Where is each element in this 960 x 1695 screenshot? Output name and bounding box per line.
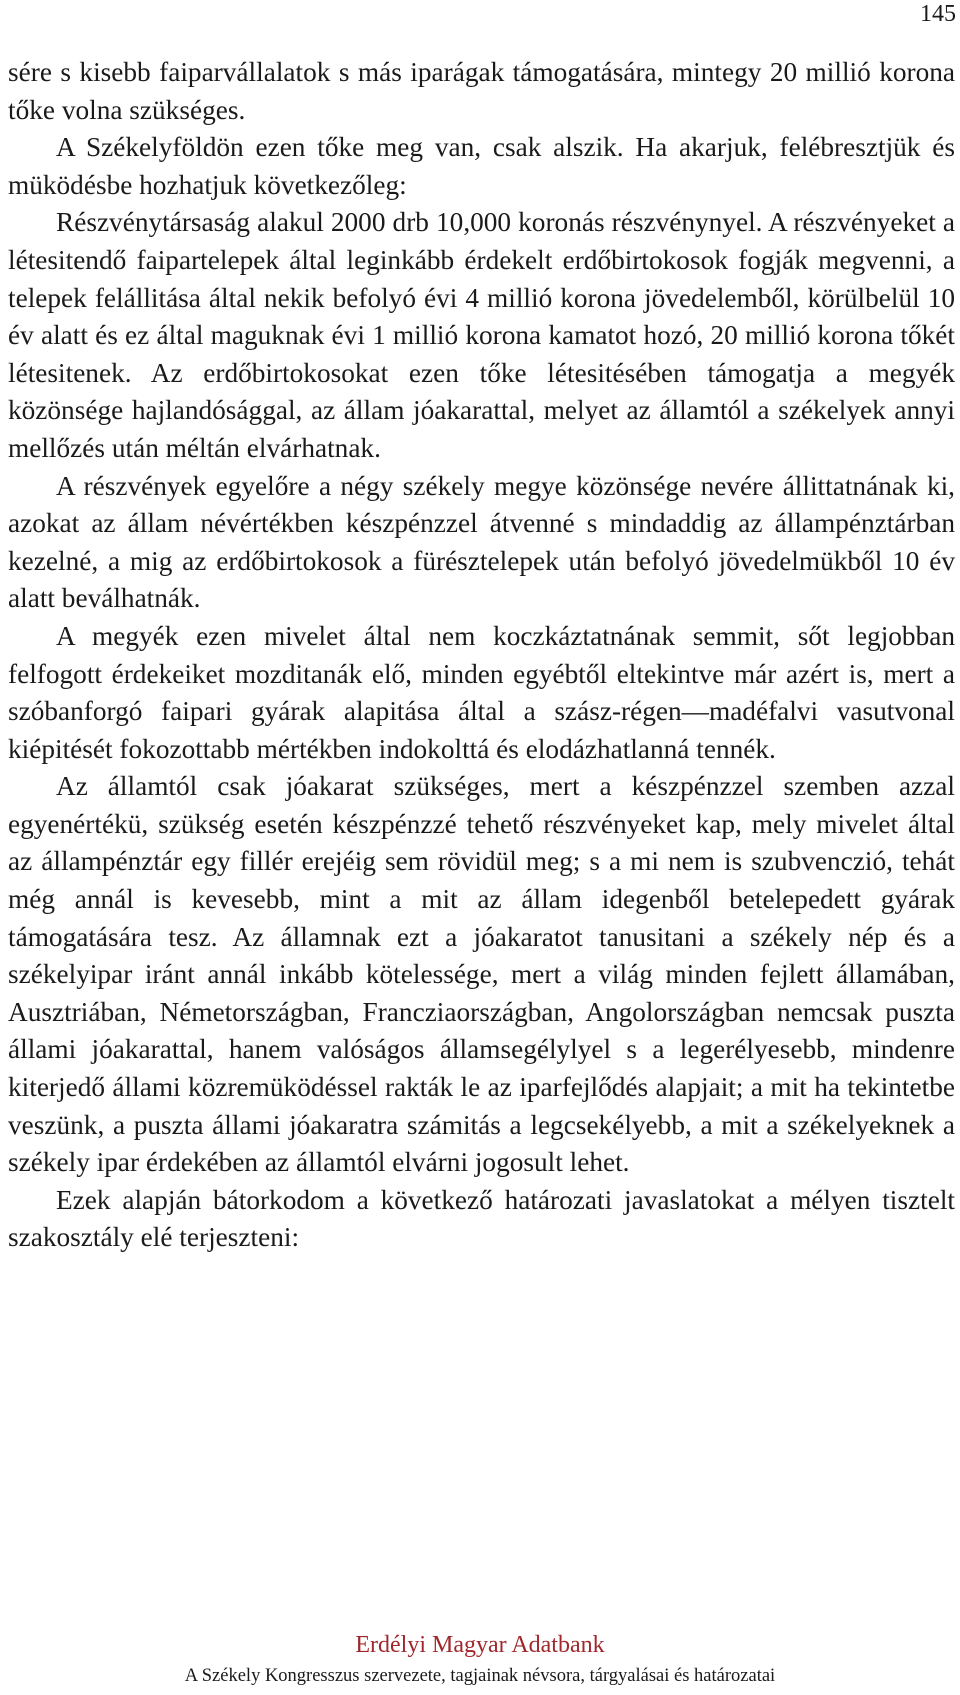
paragraph-6: Az államtól csak jóakarat szükséges, mert a készpénzzel szemben azzal egyenértékü, szükség esetén készpénzzé tehető részvényeket kap, mely mivelet által az állampénztár egy fillér erejéig sem rövidül meg; s a mi nem is szubvenczió, tehát még annál is kevesebb, mint a mit az állam idegenből betelepedett gyárak támogatására tesz. Az államnak ezt a jóakaratot tanusitani a székely nép és a székelyipar iránt annál inkább kötelessége, mert a világ minden fejlett államában, Ausztriában, Németországban, Francziaországban, Angolországban nemcsak puszta állami jóakarattal, hanem valóságos államsegélylyel s a legerélyesebb, mindenre kiterjedő állami közremüködéssel rakták le az iparfejlődés alapjait; a mit ha tekintetbe veszünk, a puszta állami jóakaratra számitás a legcsekélyebb, a mit a székelyeknek a székely ipar érdekében az államtól elvárni jogosult lehet. — [8, 771, 955, 1178]
paragraph-5: A megyék ezen mivelet által nem koczkáztatnának semmit, sőt legjobban felfogott érdekeiket mozditanák elő, minden egyébtől eltekintve már azért is, mert a szóbanforgó faipari gyárak alapitása által a szász-régen—madéfalvi vasutvonal kiépitését fokozottabb mértékben indokolttá és elodázhatlanná tennék. — [8, 620, 955, 764]
page-number: 145 — [920, 1, 956, 27]
paragraph-4: A részvények egyelőre a négy székely megye közönsége nevére állittatnának ki, azokat az állam névértékben készpénzzel átvenné s mindaddig az állampénztárban kezelné, a mig az erdőbirtokosok a fürésztelepek után befolyó jövedelmükből 10 év alatt beválhatnák. — [8, 470, 955, 614]
footer-source-title: A Székely Kongresszus szervezete, tagjainak névsora, tárgyalásai és határozatai — [184, 1666, 776, 1686]
paragraph-2: A Székelyföldön ezen tőke meg van, csak alszik. Ha akarjuk, felébresztjük és müködésbe hozhatjuk következőleg: — [8, 132, 955, 200]
paragraph-3: Részvénytársaság alakul 2000 drb 10,000 koronás részvénynyel. A részvényeket a létesitendő faipartelepek által leginkább érdekelt erdőbirtokosok fogják megvenni, a telepek felállitása által nekik befolyó évi 4 millió korona jövedelemből, körülbelül 10 év alatt és ez által maguknak évi 1 millió korona kamatot hozó, 20 millió korona tőkét létesitenek. Az erdőbirtokosokat ezen tőke létesitésében támogatja a megyék közönsége hajlandósággal, az állam jóakarattal, melyet az államtól a székelyek annyi mellőzés után méltán elvárhatnak. — [8, 207, 955, 463]
paragraph-7: Ezek alapján bátorkodom a következő határozati javaslatokat a mélyen tisztelt szakosztály elé terjeszteni: — [8, 1184, 955, 1253]
paragraph-1: sére s kisebb faiparvállalatok s más iparágak támogatására, mintegy 20 millió korona tőke volna szükséges. — [8, 57, 955, 125]
body-text — [8, 54, 955, 1257]
footer-brand-link[interactable]: Erdélyi Magyar Adatbank — [355, 1632, 605, 1658]
